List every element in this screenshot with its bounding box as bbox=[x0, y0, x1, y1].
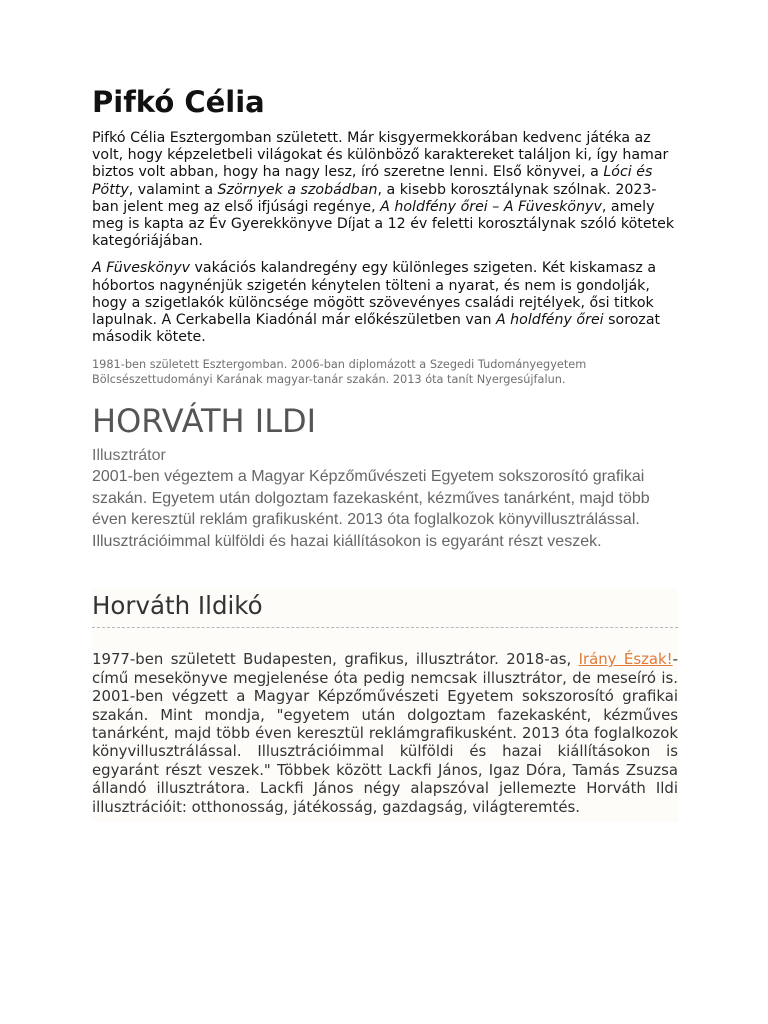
book-description-paragraph bbox=[92, 260, 678, 346]
text-run: -című mesekönyve megjelenése óta pedig nemcsak illusztrátor, de meseíró is. 2001-ben végzett a Magyar Képzőművészeti Egyetem sokszorosító grafikai szakán. Mint mondja, "egyetem után dolgoztam fazekasként, kézműves tanárként, majd több éven keresztül reklámgrafikusként. 2013 óta foglalkozok könyvillusztrálással. Illusztrációimmal külföldi és hazai kiállításokon is egyaránt részt veszek." Többek között Lackfi János, Igaz Dóra, Tamás Zsuzsa állandó illusztrátora. Lackfi János négy alapszóval jellemezte Horváth Ildi illusztrációit: otthonosság, játékosság, gazdagság, világteremtés. bbox=[92, 650, 678, 816]
illustrator-name-heading: HORVÁTH ILDI bbox=[92, 402, 317, 441]
text-run: , a kisebb korosztálynak szólnak. 2023-ban jelent meg az első ifjúsági regénye, bbox=[92, 181, 657, 215]
text-run: vakációs kalandregény egy különleges szigeten. Két kiskamasz a hóbortos nagynénjük szigetén kénytelen tölteni a nyarat, és nem is gondolják, hogy a szigetlakók különcsége mögött szövevényes családi rejtélyek, ősi titkok lapulnak. A Cerkabella Kiadónál már előkészületben van bbox=[92, 260, 657, 329]
book-title-holdfeny-orei: A holdfény őrei – A Füveskönyv bbox=[380, 198, 602, 215]
illustrator-full-name-heading: Horváth Ildikó bbox=[92, 591, 263, 621]
book-title-loci-es-potty: Lóci és Pötty bbox=[92, 164, 653, 198]
irany-eszak-link[interactable]: Irány Észak! bbox=[578, 650, 673, 669]
text-run: 1977-ben született Budapesten, grafikus, illusztrátor. 2018-as, bbox=[92, 650, 579, 669]
illustrator-bio: 2001-ben végeztem a Magyar Képzőművészeti Egyetem sokszorosító grafikai szakán. Egyetem után dolgoztam fazekasként, kézműves tanárként, majd több éven keresztül reklám grafikusként. 2013 óta foglalkozok könyvillusztrálással. Illusztrációimmal külföldi és hazai kiállításokon is egyaránt részt veszek. bbox=[92, 468, 650, 550]
author-bio-paragraph bbox=[92, 130, 678, 250]
book-title-szornyek: Szörnyek a szobádban bbox=[217, 181, 378, 198]
text-run: Pifkó Célia Esztergomban született. Már kisgyermekkorában kedvenc játéka az volt, hogy képzeletbeli világokat és különböző karaktereket találjon ki, így hamar biztos volt abban, hogy ha nagy lesz, író szeretne lenni. Első könyvei, a bbox=[92, 130, 669, 181]
author-name-heading: Pifkó Célia bbox=[92, 85, 265, 119]
illustrator-full-bio bbox=[92, 650, 678, 816]
illustrator-role: Illusztrátor bbox=[92, 447, 166, 465]
series-title-holdfeny-orei: A holdfény őrei bbox=[495, 312, 604, 329]
document-page bbox=[92, 82, 678, 822]
dashed-divider bbox=[92, 627, 678, 628]
text-run: sorozat második kötete. bbox=[92, 312, 661, 346]
text-run: , amely meg is kapta az Év Gyerekkönyve Díjat a 12 év feletti korosztálynak szóló kötetek kategóriájában. bbox=[92, 198, 675, 250]
author-short-bio: 1981-ben született Esztergomban. 2006-ban diplomázott a Szegedi Tudományegyetem Bölcsészettudományi Karának magyar-tanár szakán. 2013 óta tanít Nyergesújfalun. bbox=[92, 358, 587, 386]
text-run: , valamint a bbox=[128, 181, 218, 198]
book-title-fuveskonyv: A Füveskönyv bbox=[92, 260, 190, 277]
illustrator-profile-panel bbox=[92, 588, 678, 822]
